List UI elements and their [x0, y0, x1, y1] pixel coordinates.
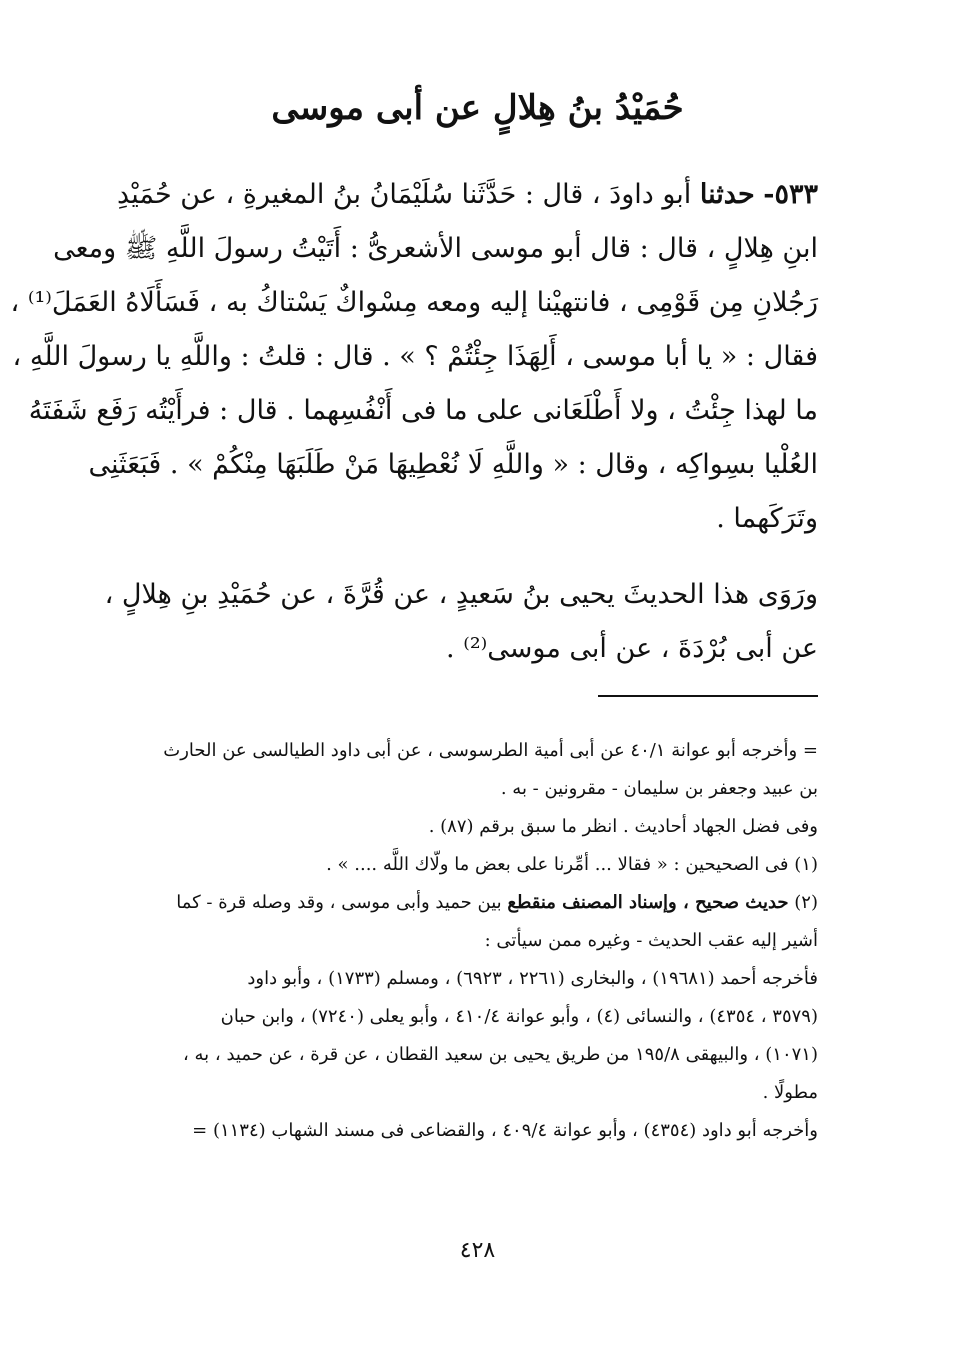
hadith-line [118, 168, 818, 222]
hadith-line: ابنِ هِلالٍ ، قال : قال أبو موسى الأشعرىُّ : أَتَيْتُ رسولَ اللَّهِ ﷺ ومعى [53, 233, 818, 264]
footnote-line: (٣٥٧٩ ، ٤٣٥٤) ، والنسائى (٤) ، وأبو عوانة ٤١٠/٤ ، وأبو يعلى (٧٢٤٠) ، وابن حبان [220, 1006, 818, 1027]
footnote-line: وأخرجه أبو داود (٤٣٥٤) ، وأبو عوانة ٤٠٩/٤ ، والقضاعى فى مسند الشهاب (١١٣٤) = [192, 1120, 818, 1141]
hadith-line-text: أبو داودَ ، قال : حَدَّثَنا سُلَيْمَانُ بنُ المغيرةِ ، عن حُمَيْدِ [117, 179, 700, 210]
page-number: ٤٢٨ [459, 1238, 496, 1263]
footnote-2 [108, 884, 818, 922]
footnote-marker: (٢) [788, 892, 818, 913]
hadith-line: العُلْيا بسِواكِه ، وقال : « واللَّهِ لَا نُعْطِيهَا مَنْ طَلَبَهَا مِنْكُمْ » . فَبَعَثَنِى [88, 449, 818, 480]
footnote-text: بين حميد وأبى موسى ، وقد وصله قرة - كما [176, 892, 508, 913]
footnotes [108, 732, 818, 1150]
hadith-lead: حدثنا [699, 179, 755, 210]
chapter-heading: حُمَيْدُ بنُ هِلالٍ عن أبى موسى [271, 88, 684, 128]
riwaya-line: ورَوَى هذا الحديثَ يحيى بنُ سَعيدٍ ، عن قُرَّةَ ، عن حُمَيْدِ بنِ هِلالٍ ، [104, 579, 818, 610]
hadith-line: رَجُلانِ مِن قَوْمِى ، فانتهيْنا إليه ومعه مِسْواكٌ يَسْتاكُ به ، فَسَأَلَاهُ العَمَلَ⁽¹⁾ ، [10, 287, 818, 318]
footnote-1: (١) فى الصحيحين : « فقالا ... أمِّرنا على بعض ما ولّاك اللَّه .... » . [326, 854, 818, 875]
footnote-grade: حديث صحيح ، وإسناد المصنف منقطع [507, 892, 789, 913]
hadith-line: وتَرَكَهما . [716, 503, 818, 534]
riwaya-text [104, 568, 818, 676]
footnote-separator [598, 695, 818, 697]
footnote-line: وفى فضل الجهاد أحاديث . انظر ما سبق برقم (٨٧) . [428, 816, 818, 837]
footnote-line: = وأخرجه أبو عوانة ٤٠/١ عن أبى أمية الطرسوسى ، عن أبى داود الطيالسى عن الحارث [163, 740, 818, 761]
riwaya-line: عن أبى بُرْدَةَ ، عن أبى موسى⁽²⁾ . [446, 633, 818, 664]
hadith-line: ما لهذا جِئْتُ ، ولا أَطْلَعَانى على ما فى أَنْفُسِهما . قال : فرأَيْتُه رَفَع شَفَتَهُ [28, 395, 818, 426]
footnote-line: أشير إليه عقب الحديث - وغيره ممن سيأتى : [484, 930, 818, 951]
footnote-line: بن عبيد وجعفر بن سليمان - مقرونين - به . [500, 778, 818, 799]
footnote-line: (١٠٧١) ، والبيهقى ١٩٥/٨ من طريق يحيى بن سعيد القطان ، عن قرة ، عن حميد ، به ، [183, 1044, 818, 1065]
hadith-text [10, 168, 818, 546]
footnote-line: فأخرجه أحمد (١٩٦٨١) ، والبخارى (٢٢٦١ ، ٦٩٢٣) ، ومسلم (١٧٣٣) ، وأبو داود [247, 968, 818, 989]
hadith-line: فقال : « يا أبا موسى ، أَلِهَذَا جِئْتُمْ ؟ » . قال : قلتُ : واللَّهِ يا رسولَ اللَّهِ ، [12, 341, 818, 372]
hadith-number: ٥٣٣- [763, 179, 818, 210]
footnote-line: مطولًا . [762, 1082, 818, 1103]
